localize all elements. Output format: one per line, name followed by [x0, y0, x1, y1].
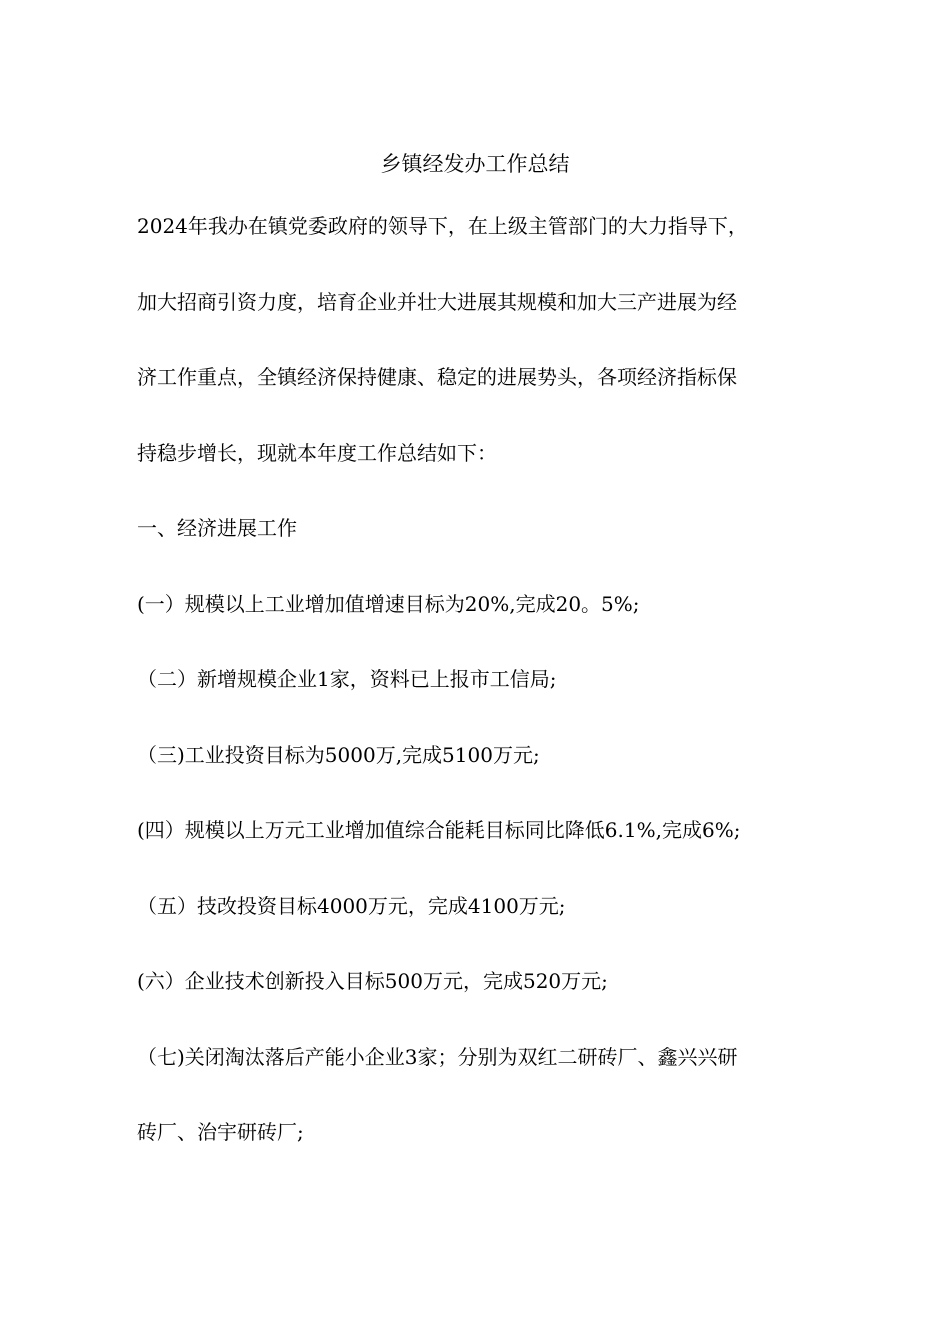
paragraph-line: 2024年我办在镇党委政府的领导下，在上级主管部门的大力指导下， — [137, 214, 748, 238]
list-item: (四）规模以上万元工业增加值综合能耗目标同比降低6.1%,完成6%; — [137, 818, 741, 842]
list-item-continuation: 砖厂、治宇研砖厂; — [137, 1120, 304, 1144]
paragraph-line: 加大招商引资力度，培育企业并壮大进展其规模和加大三产进展为经 — [137, 289, 737, 314]
list-item: （二）新增规模企业1家，资料已上报市工信局; — [137, 667, 557, 691]
document-title: 乡镇经发办工作总结 — [380, 152, 570, 176]
list-item: (六）企业技术创新投入目标500万元，完成520万元; — [137, 969, 608, 993]
section-heading: 一、经济进展工作 — [137, 516, 297, 540]
paragraph-line: 济工作重点，全镇经济保持健康、稳定的进展势头，各项经济指标保 — [137, 365, 737, 389]
paragraph-line: 持稳步增长，现就本年度工作总结如下： — [137, 440, 497, 465]
list-item: （七)关闭淘汰落后产能小企业3家；分别为双红二研砖厂、鑫兴兴研 — [137, 1044, 738, 1069]
list-item: （五）技改投资目标4000万元，完成4100万元; — [137, 893, 566, 918]
list-item: (一）规模以上工业增加值增速目标为20%,完成20。5%; — [137, 591, 640, 616]
list-item: （三)工业投资目标为5000万,完成5100万元; — [137, 742, 540, 767]
document-body — [137, 210, 817, 1192]
